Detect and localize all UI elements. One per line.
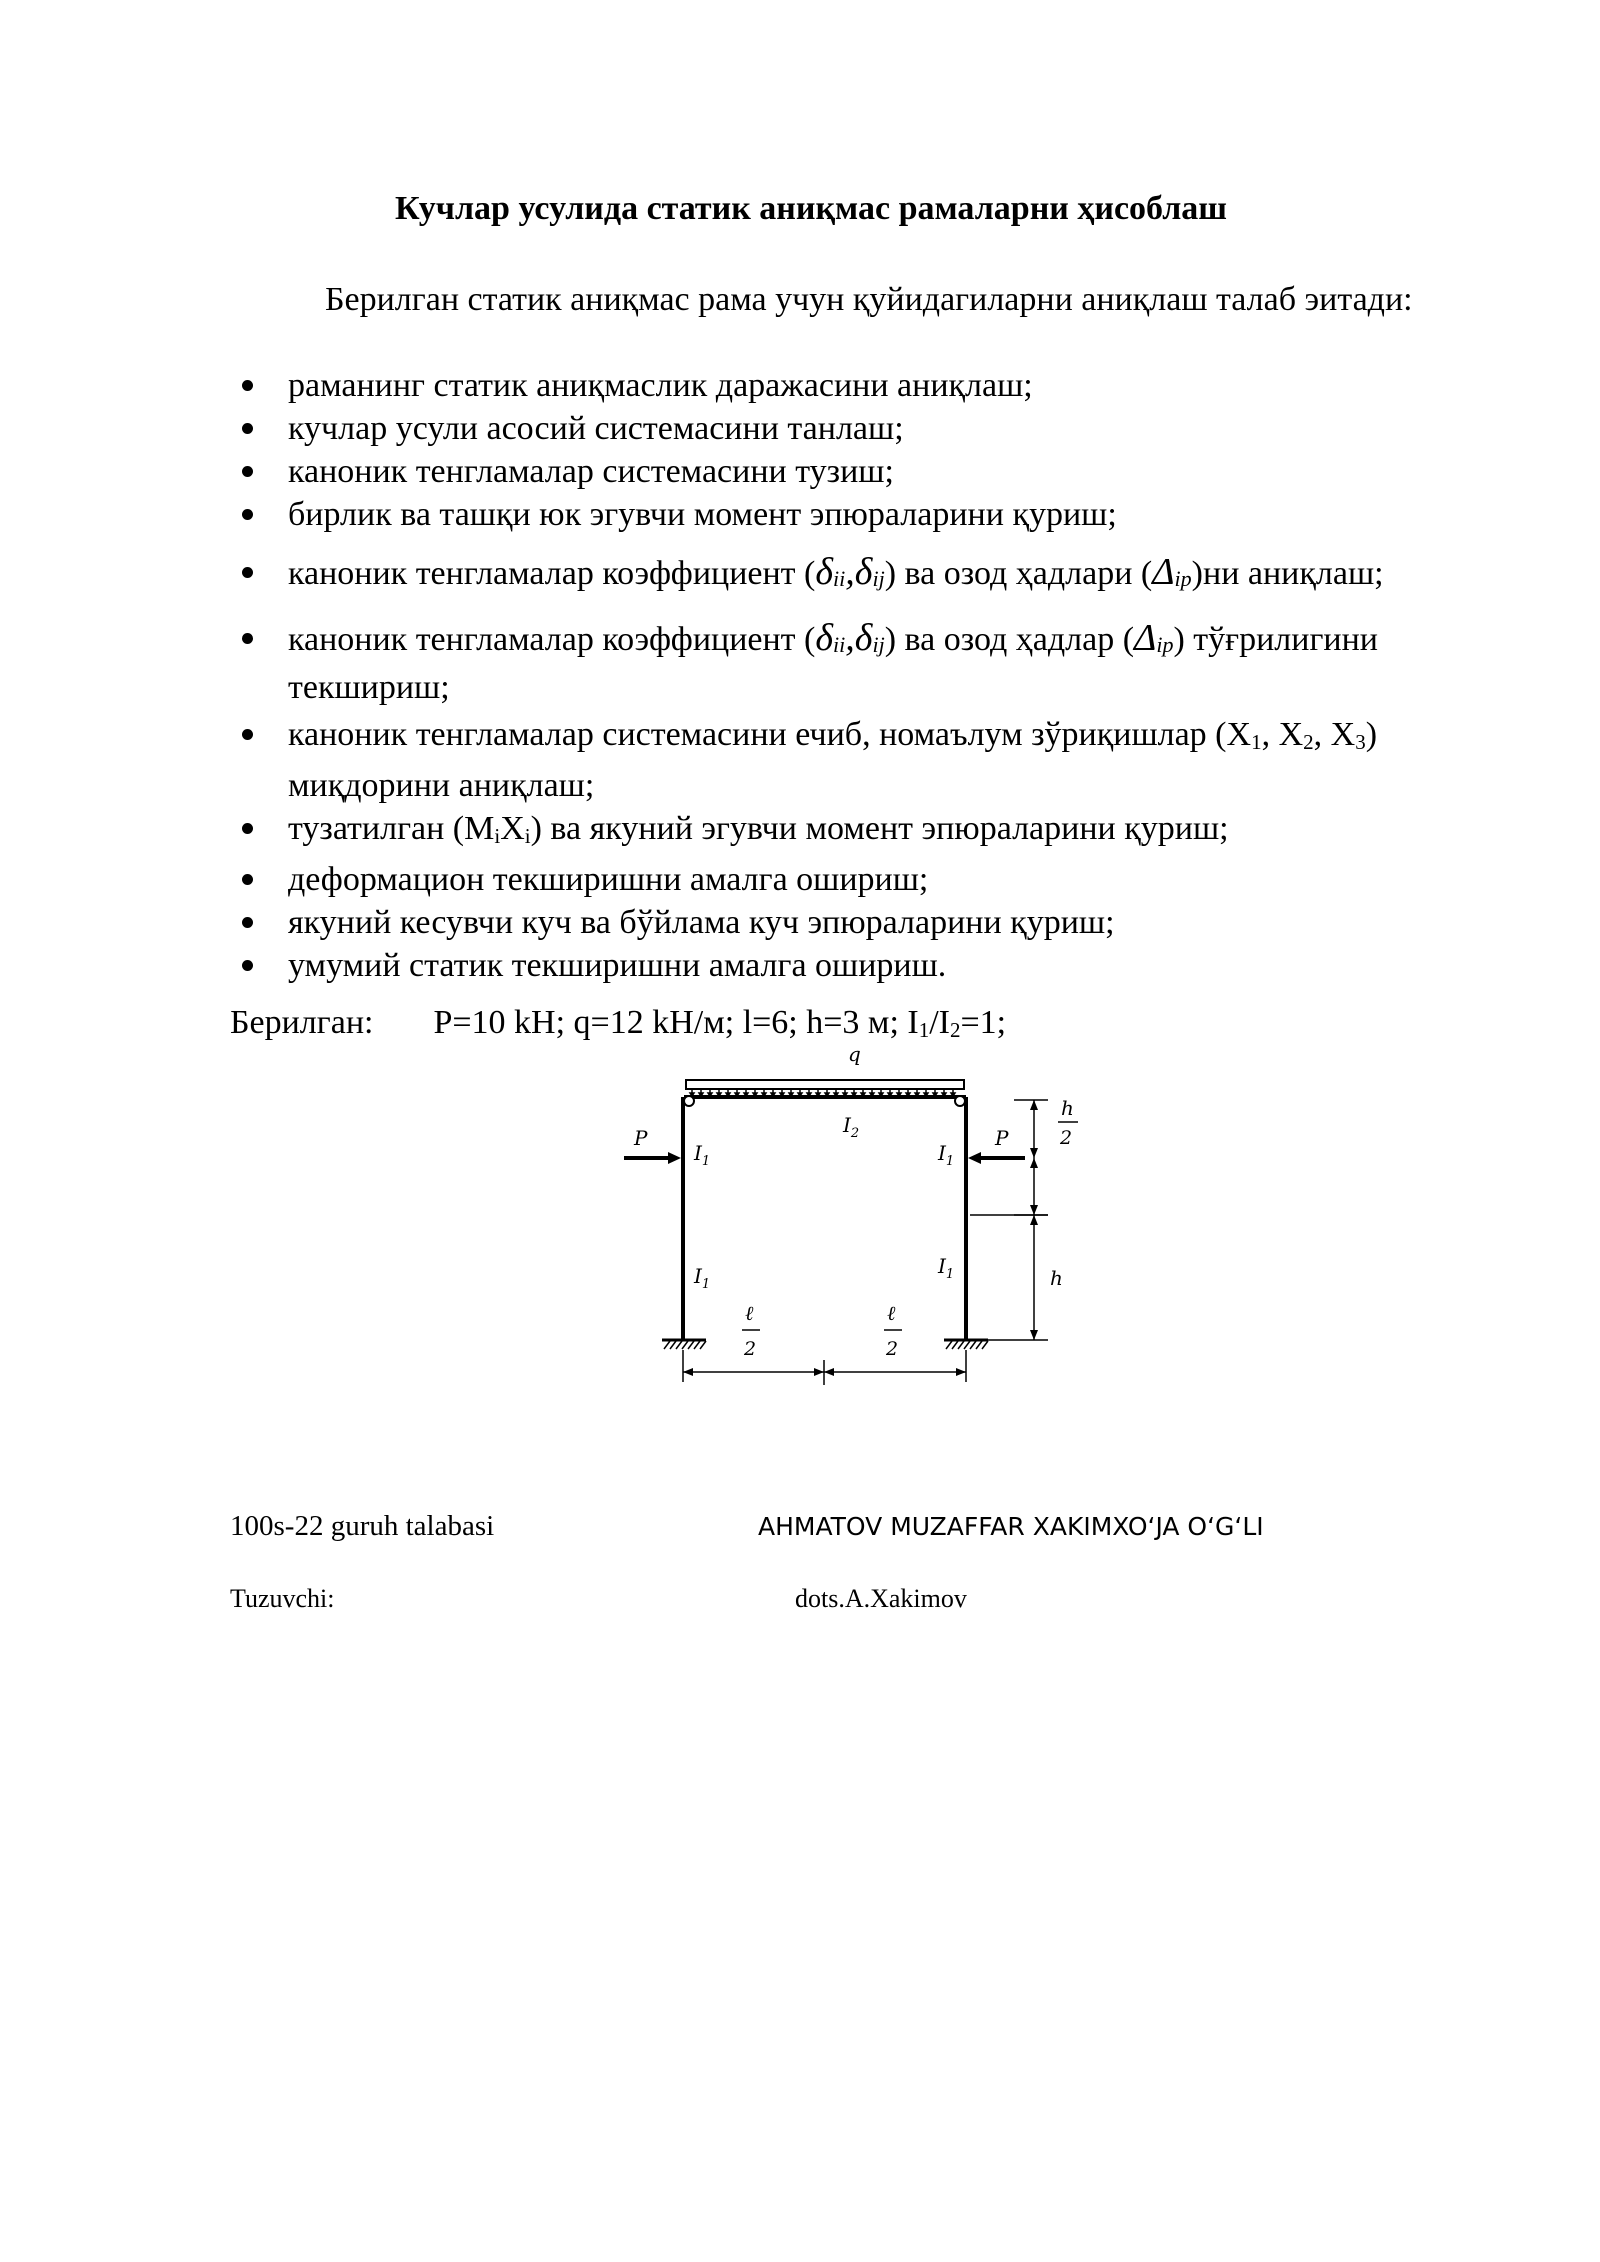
list-item: кучлар усули асосий системасини танлаш; — [230, 407, 1445, 450]
delta-ip-formula: $\Delta_{ip}$ — [1152, 551, 1192, 593]
list-item: деформацион текширишни амалга ошириш; — [230, 858, 1445, 901]
student-name: AHMATOV MUZAFFAR XAKIMXOʻJA OʻGʻLI — [758, 1512, 1264, 1541]
delta-ii-formula: $\delta_{ii},\delta_{ij}$ — [815, 551, 885, 593]
list-item: умумий статик текширишни амалга ошириш. — [230, 944, 1445, 987]
list-item: каноник тенгламалар коэффициент $(\delta_{ii},\delta_{ij})$ ва озод ҳадлари $(\Delta_{ip})ни$ аниқлаш; — [230, 536, 1445, 600]
load-q-label: q — [848, 1042, 861, 1066]
bullet-icon — [242, 509, 253, 520]
dim-h-half-label: h — [1061, 1096, 1074, 1120]
author-name: dots.A.Xakimov — [795, 1584, 967, 1613]
given-values: Берилган: P=10 kH; q=12 kH/м; l=6; h=3 м; $I_1/I_2=1$; — [230, 1004, 1007, 1042]
delta-ii-formula: $\delta_{ii},\delta_{ij}$ — [815, 617, 885, 659]
list-item: якуний кесувчи куч ва бўйлама куч эпюраларини қуриш; — [230, 901, 1445, 944]
support-hatch-right — [946, 1341, 988, 1349]
arrow-left-icon — [968, 1152, 981, 1164]
hinge-right — [955, 1096, 965, 1106]
bullet-icon — [242, 466, 253, 477]
dim-l-half-label: ℓ — [887, 1301, 896, 1325]
frame-diagram — [610, 1040, 1090, 1405]
distributed-load — [686, 1080, 964, 1089]
stiffness-label: $I_1$ — [938, 1254, 955, 1282]
force-left-label: P — [634, 1126, 648, 1150]
intro-paragraph — [230, 278, 1445, 321]
list-item: раманинг статик аниқмаслик даражасини аниқлаш; — [230, 364, 1445, 407]
bullet-icon — [242, 380, 253, 391]
intro-text: Берилган статик аниқмас рама учун қуйидагиларни аниқлаш талаб эитади: — [325, 281, 1413, 318]
delta-ip-formula: $\Delta_{ip}$ — [1134, 617, 1174, 659]
list-item: тузатилган $(M_iX_i)$ ва якуний эгувчи момент эпюраларини қуриш; — [230, 807, 1445, 858]
bullet-icon — [242, 567, 253, 578]
list-item: бирлик ва ташқи юк эгувчи момент эпюраларини қуриш; — [230, 493, 1445, 536]
list-item: каноник тенгламалар коэффициент $(\delta_{ii},\delta_{ij})$ ва озод ҳадлар $(\Delta_{ip})$ тўғрилигини текшириш; — [230, 600, 1445, 709]
bullet-icon — [242, 960, 253, 971]
bullet-icon — [242, 729, 253, 740]
bullet-icon — [242, 917, 253, 928]
svg-text:2: 2 — [744, 1338, 757, 1360]
stiffness-label: $I_1$ — [938, 1141, 955, 1169]
force-right-label: P — [995, 1126, 1009, 1150]
bullet-icon — [242, 423, 253, 434]
page-title: Кучлар усулида статик аниқмас рамаларни ҳисоблаш — [395, 190, 1227, 227]
hinge-left — [684, 1096, 694, 1106]
list-item: каноник тенгламалар системасини тузиш; — [230, 450, 1445, 493]
dim-h-label: h — [1050, 1266, 1063, 1290]
task-list — [230, 364, 1445, 987]
bullet-icon — [242, 633, 253, 644]
list-item: каноник тенгламалар системасини ечиб, номаълум зўриқишлар ($X_1$, $X_2$, $X_3$) миқдорини аниқлаш; — [230, 709, 1445, 807]
author-label: Tuzuvchi: — [230, 1584, 335, 1613]
svg-text:2: 2 — [1060, 1127, 1073, 1149]
bullet-icon — [242, 823, 253, 834]
group-label: 100s-22 guruh talabasi — [230, 1510, 495, 1542]
support-hatch-left — [664, 1341, 706, 1349]
load-arrows — [690, 1089, 955, 1096]
dim-l-half-label: ℓ — [745, 1301, 754, 1325]
bullet-icon — [242, 874, 253, 885]
svg-text:2: 2 — [886, 1338, 899, 1360]
stiffness-label: $I_2$ — [843, 1113, 860, 1141]
stiffness-label: $I_1$ — [694, 1264, 711, 1292]
stiffness-label: $I_1$ — [694, 1141, 711, 1169]
arrow-right-icon — [668, 1152, 681, 1164]
